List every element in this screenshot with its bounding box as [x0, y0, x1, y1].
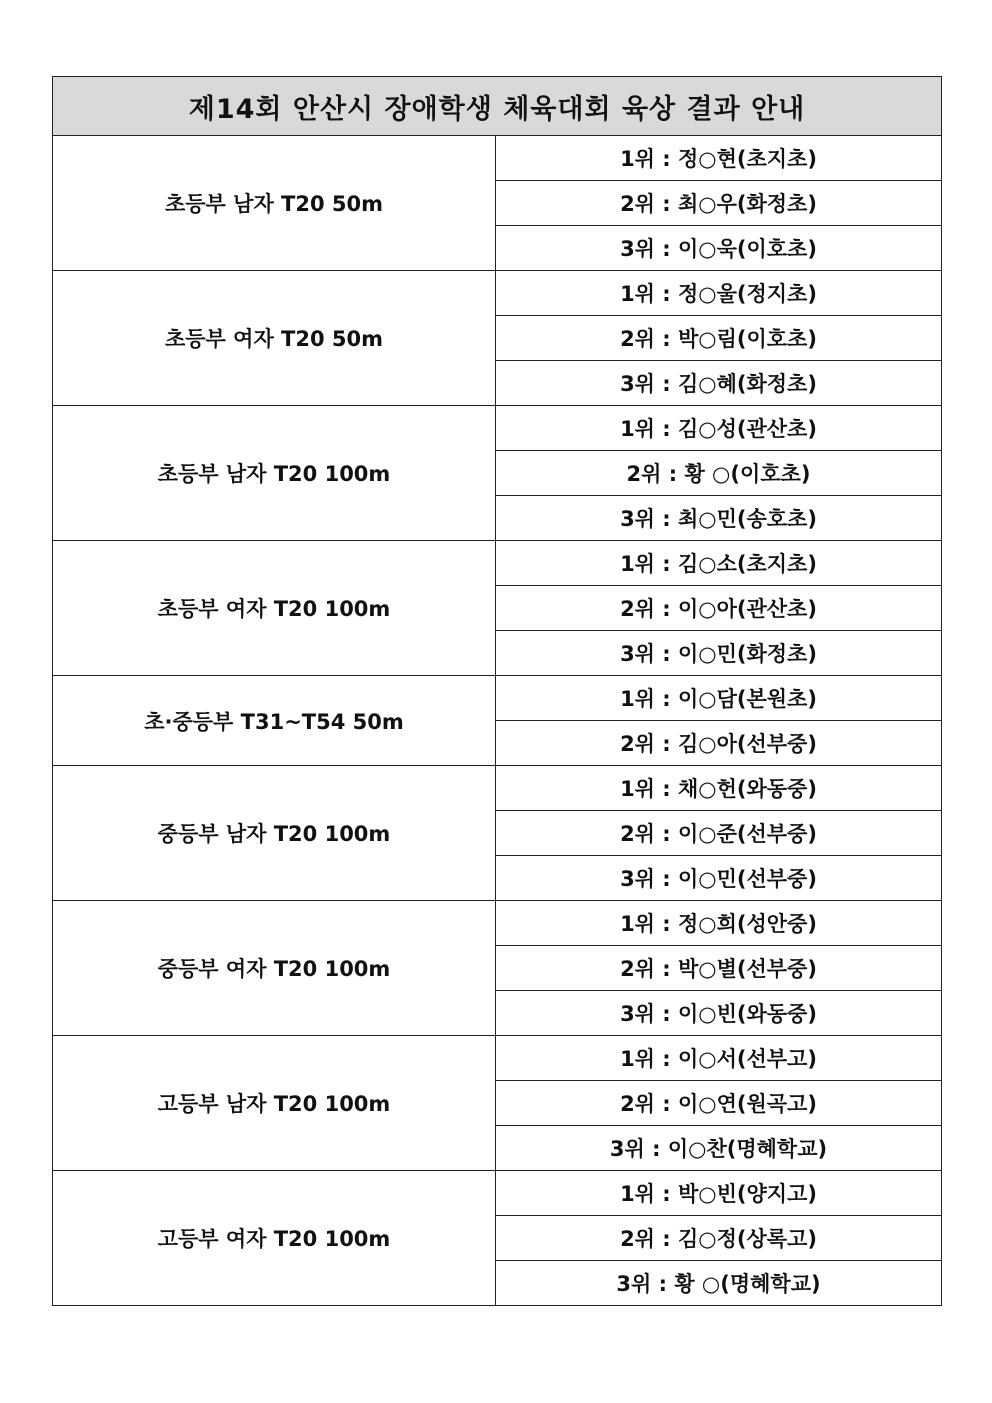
result-entry: 3위 : 이○민(선부중)	[496, 856, 942, 901]
result-entry: 2위 : 김○정(상록고)	[496, 1216, 942, 1261]
result-entry: 2위 : 이○준(선부중)	[496, 811, 942, 856]
result-entry: 3위 : 이○욱(이호초)	[496, 226, 942, 271]
results-table	[52, 76, 942, 1306]
result-entry: 2위 : 박○별(선부중)	[496, 946, 942, 991]
result-entry: 2위 : 황 ○(이호초)	[496, 451, 942, 496]
result-entry: 1위 : 이○담(본원초)	[496, 676, 942, 721]
result-entry: 2위 : 이○아(관산초)	[496, 586, 942, 631]
result-entry: 3위 : 김○혜(화정초)	[496, 361, 942, 406]
result-entry: 3위 : 이○민(화정초)	[496, 631, 942, 676]
result-entry: 2위 : 김○아(선부중)	[496, 721, 942, 766]
event-name: 중등부 여자 T20 100m	[53, 901, 496, 1036]
results-body	[53, 136, 942, 1306]
table-row	[53, 1036, 942, 1081]
result-entry: 3위 : 이○찬(명혜학교)	[496, 1126, 942, 1171]
result-entry: 1위 : 정○현(초지초)	[496, 136, 942, 181]
result-entry: 1위 : 이○서(선부고)	[496, 1036, 942, 1081]
event-name: 고등부 여자 T20 100m	[53, 1171, 496, 1306]
event-name: 초등부 여자 T20 50m	[53, 271, 496, 406]
event-name: 초등부 남자 T20 100m	[53, 406, 496, 541]
result-entry: 1위 : 정○희(성안중)	[496, 901, 942, 946]
table-row	[53, 1171, 942, 1216]
title-row	[53, 77, 942, 136]
result-entry: 2위 : 최○우(화정초)	[496, 181, 942, 226]
event-name: 중등부 남자 T20 100m	[53, 766, 496, 901]
event-name: 초등부 여자 T20 100m	[53, 541, 496, 676]
result-entry: 1위 : 김○성(관산초)	[496, 406, 942, 451]
result-entry: 2위 : 박○림(이호초)	[496, 316, 942, 361]
result-entry: 1위 : 채○헌(와동중)	[496, 766, 942, 811]
result-entry: 1위 : 정○울(정지초)	[496, 271, 942, 316]
table-row	[53, 676, 942, 721]
table-row	[53, 406, 942, 451]
table-row	[53, 766, 942, 811]
page-title: 제14회 안산시 장애학생 체육대회 육상 결과 안내	[53, 77, 942, 136]
event-name: 초등부 남자 T20 50m	[53, 136, 496, 271]
result-entry: 2위 : 이○연(원곡고)	[496, 1081, 942, 1126]
result-entry: 3위 : 황 ○(명혜학교)	[496, 1261, 942, 1306]
result-entry: 1위 : 박○빈(양지고)	[496, 1171, 942, 1216]
table-row	[53, 271, 942, 316]
table-row	[53, 901, 942, 946]
result-entry: 1위 : 김○소(초지초)	[496, 541, 942, 586]
table-row	[53, 136, 942, 181]
event-name: 고등부 남자 T20 100m	[53, 1036, 496, 1171]
result-entry: 3위 : 이○빈(와동중)	[496, 991, 942, 1036]
result-entry: 3위 : 최○민(송호초)	[496, 496, 942, 541]
table-row	[53, 541, 942, 586]
event-name: 초·중등부 T31~T54 50m	[53, 676, 496, 766]
